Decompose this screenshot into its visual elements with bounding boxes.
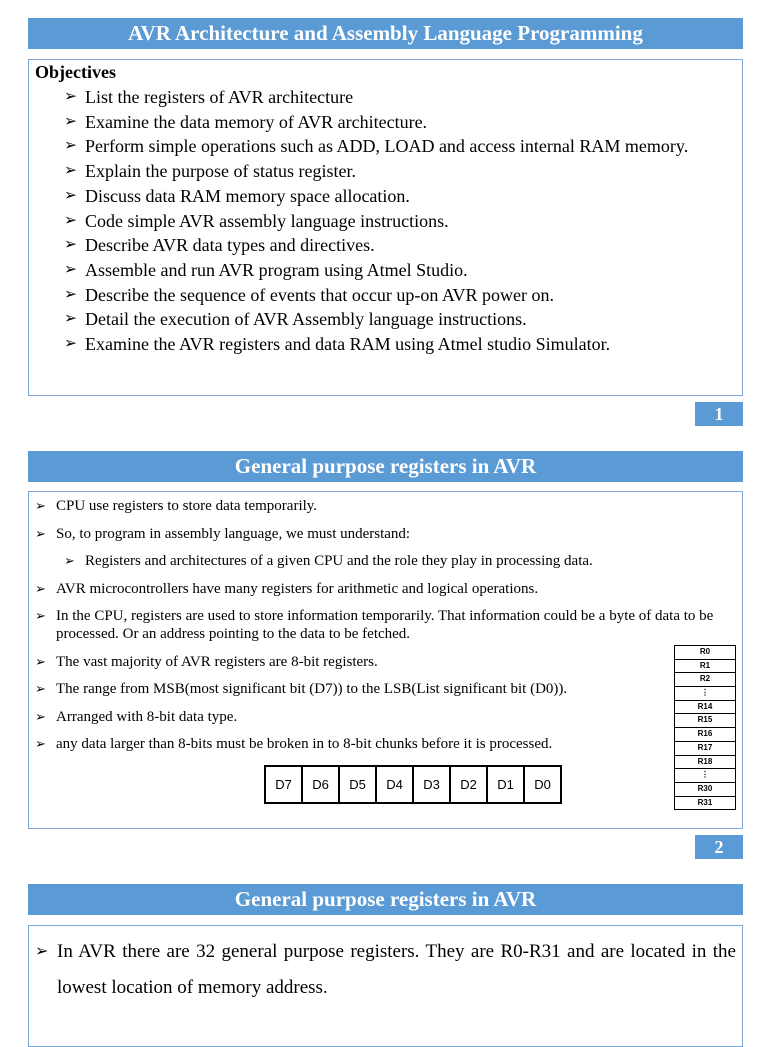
bit-cell: D0	[534, 777, 551, 792]
list-item	[64, 134, 688, 159]
slide1-title: AVR Architecture and Assembly Language Programming	[28, 18, 743, 49]
list-item	[64, 85, 688, 110]
list-item-text: Discuss data RAM memory space allocation.	[85, 185, 410, 206]
list-item	[35, 653, 736, 671]
arrow-bullet-icon: ➢	[35, 737, 46, 751]
list-item	[35, 934, 736, 1006]
list-item-text: Describe AVR data types and directives.	[85, 235, 375, 256]
list-item	[64, 283, 688, 308]
list-item	[64, 233, 688, 258]
bullet-list	[35, 497, 736, 763]
list-item	[64, 209, 688, 234]
list-item	[64, 552, 736, 570]
register-cell: R18	[675, 756, 735, 770]
arrow-bullet-icon: ➢	[35, 581, 46, 596]
arrow-bullet-icon: ➢	[64, 211, 77, 229]
list-item-text: Detail the execution of AVR Assembly language instructions.	[85, 309, 527, 330]
bit-cell: D2	[451, 767, 488, 802]
list-item-text: Examine the data memory of AVR architecture.	[85, 111, 428, 132]
arrow-bullet-icon: ➢	[35, 709, 46, 724]
list-item-text: CPU use registers to store data temporarily.	[56, 498, 318, 514]
list-item	[35, 607, 736, 643]
list-item	[35, 735, 736, 753]
register-cell: ⋮	[675, 687, 735, 701]
list-item	[35, 580, 736, 598]
slide3-content	[28, 925, 743, 1047]
bit-cell: D5	[340, 767, 377, 802]
slide1-content	[28, 59, 743, 396]
list-item-text: The range from MSB(most significant bit (D7)) to the LSB(List significant bit (D0)).	[56, 681, 568, 697]
list-item	[35, 525, 736, 543]
list-item-text: AVR microcontrollers have many registers for arithmetic and logical operations.	[56, 580, 539, 597]
arrow-bullet-icon: ➢	[35, 654, 46, 669]
arrow-bullet-icon: ➢	[64, 260, 77, 278]
list-item	[64, 332, 688, 357]
arrow-bullet-icon: ➢	[64, 137, 77, 155]
arrow-bullet-icon: ➢	[64, 554, 75, 568]
register-cell: R14	[675, 701, 735, 715]
list-item-text: any data larger than 8-bits must be broken in to 8-bit chunks before it is processed.	[56, 736, 553, 752]
arrow-bullet-icon: ➢	[35, 609, 46, 623]
arrow-bullet-icon: ➢	[35, 682, 46, 696]
list-item-text: Describe the sequence of events that occur up-on AVR power on.	[85, 284, 555, 305]
slide3-title: General purpose registers in AVR	[28, 884, 743, 915]
list-item	[35, 497, 736, 515]
bit-cell: D4	[377, 767, 414, 802]
slide2-title: General purpose registers in AVR	[28, 451, 743, 482]
register-cell: R17	[675, 742, 735, 756]
arrow-bullet-icon: ➢	[64, 88, 77, 105]
arrow-bullet-icon: ➢	[64, 335, 77, 353]
register-cell: R16	[675, 728, 735, 742]
data-bits-diagram	[264, 765, 562, 804]
register-cell: ⋮	[675, 769, 735, 783]
list-item-text: Perform simple operations such as ADD, LOAD and access internal RAM memory.	[85, 136, 689, 157]
list-item	[64, 258, 688, 283]
list-item-text: So, to program in assembly language, we must understand:	[56, 525, 411, 542]
list-item	[64, 307, 688, 332]
register-cell: R30	[675, 783, 735, 797]
arrow-bullet-icon: ➢	[64, 310, 77, 328]
arrow-bullet-icon: ➢	[64, 112, 77, 130]
bit-cell: D1	[488, 767, 525, 802]
list-item-text: List the registers of AVR architecture	[85, 87, 354, 107]
register-cell: R31	[697, 797, 713, 807]
arrow-bullet-icon: ➢	[64, 162, 77, 180]
list-item-text: In the CPU, registers are used to store information temporarily. That information could be a byte of data to be processed. Or an address pointing to the data to be fetched.	[56, 608, 714, 642]
list-item	[64, 159, 688, 184]
arrow-bullet-icon: ➢	[35, 526, 46, 541]
list-item	[35, 708, 736, 726]
list-item	[64, 184, 688, 209]
register-diagram	[674, 645, 736, 810]
list-item-text: Registers and architectures of a given CPU and the role they play in processing data.	[85, 553, 593, 569]
objectives-list	[64, 85, 688, 357]
slide2-content	[28, 491, 743, 829]
arrow-bullet-icon: ➢	[64, 236, 77, 254]
bit-cell: D6	[303, 767, 340, 802]
register-cell: R2	[675, 673, 735, 687]
list-item-text: Examine the AVR registers and data RAM using Atmel studio Simulator.	[85, 334, 611, 355]
arrow-bullet-icon: ➢	[64, 186, 77, 204]
list-item	[64, 110, 688, 135]
arrow-bullet-icon: ➢	[35, 499, 46, 513]
arrow-bullet-icon: ➢	[64, 285, 77, 303]
register-cell: R1	[675, 660, 735, 674]
page-number: 1	[695, 402, 743, 426]
list-item-text: Explain the purpose of status register.	[85, 161, 356, 182]
list-item-text: The vast majority of AVR registers are 8-bit registers.	[56, 653, 378, 670]
register-cell: R0	[675, 646, 735, 660]
objectives-heading: Objectives	[35, 62, 116, 82]
bullet-list	[35, 934, 736, 1006]
list-item-text: Assemble and run AVR program using Atmel Studio.	[85, 259, 468, 280]
arrow-bullet-icon: ➢	[35, 943, 49, 960]
bit-cell: D3	[414, 767, 451, 802]
list-item-text: Code simple AVR assembly language instructions.	[85, 210, 449, 231]
list-item-text: Arranged with 8-bit data type.	[56, 708, 238, 725]
list-item	[35, 680, 736, 698]
bit-cell: D7	[266, 767, 303, 802]
list-item-text: In AVR there are 32 general purpose registers. They are R0-R31 and are located in the lowest location of memory address.	[57, 941, 736, 998]
register-cell: R15	[675, 714, 735, 728]
page-number: 2	[695, 835, 743, 859]
